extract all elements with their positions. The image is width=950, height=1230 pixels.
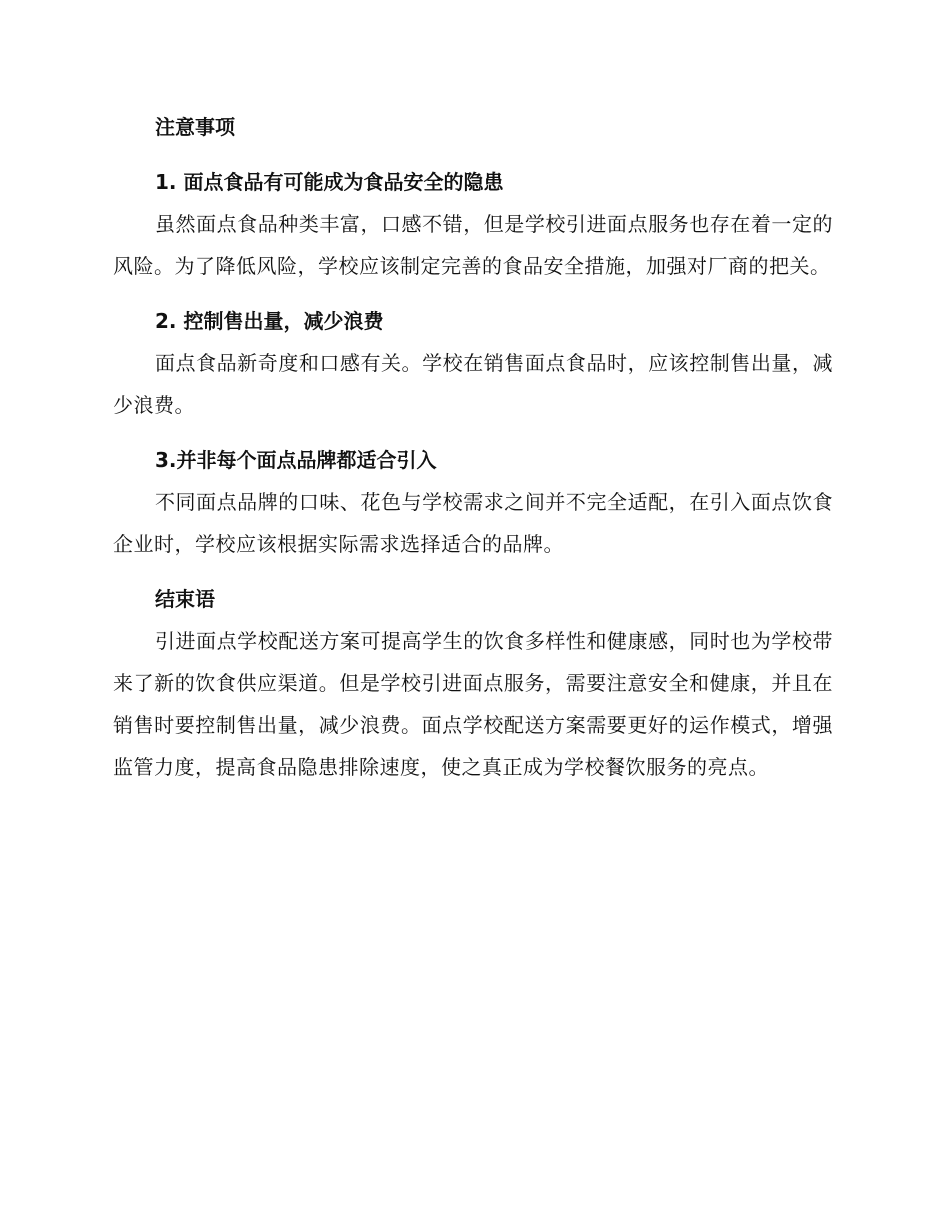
section-heading-conclusion: 结束语 [155, 587, 215, 611]
section-body-2: 面点食品新奇度和口感有关。学校在销售面点食品时，应该控制售出量，减少浪费。 [113, 351, 833, 417]
section-heading-1: 1. 面点食品有可能成为食品安全的隐患 [155, 170, 504, 194]
section-heading-3: 3.并非每个面点品牌都适合引入 [155, 448, 437, 472]
section-heading-2: 2. 控制售出量，减少浪费 [155, 309, 384, 333]
document-page [113, 106, 833, 801]
section-body-conclusion: 引进面点学校配送方案可提高学生的饮食多样性和健康感，同时也为学校带来了新的饮食供应渠道。但是学校引进面点服务，需要注意安全和健康，并且在销售时要控制售出量，减少浪费。面点学校配送方案需要更好的运作模式，增强监管力度，提高食品隐患排除速度，使之真正成为学校餐饮服务的亮点。 [113, 629, 833, 779]
section-body-1: 虽然面点食品种类丰富，口感不错，但是学校引进面点服务也存在着一定的风险。为了降低风险，学校应该制定完善的食品安全措施，加强对厂商的把关。 [113, 212, 833, 278]
section-heading-notes: 注意事项 [155, 115, 235, 139]
section-body-3: 不同面点品牌的口味、花色与学校需求之间并不完全适配，在引入面点饮食企业时，学校应该根据实际需求选择适合的品牌。 [113, 490, 833, 556]
